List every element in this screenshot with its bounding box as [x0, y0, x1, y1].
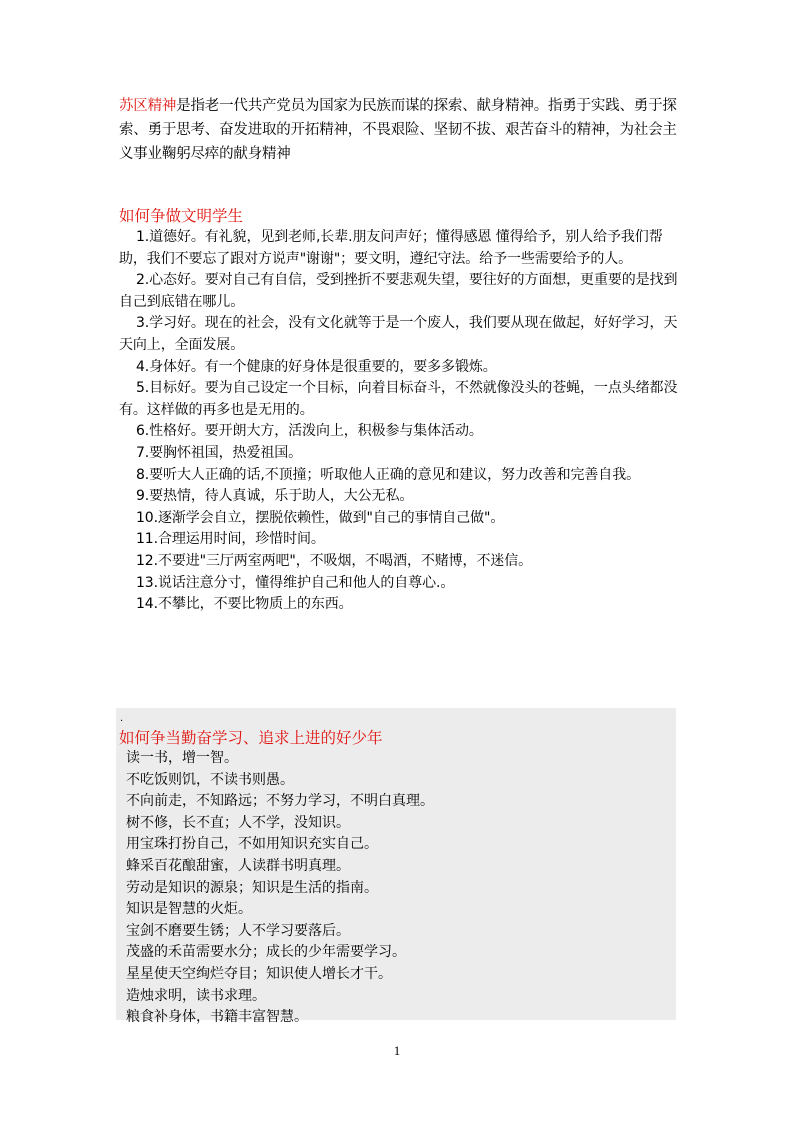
quote-item: 知识是智慧的火炬。 [126, 901, 252, 918]
list-item: 1.道德好。有礼貌，见到老师,长辈.朋友问声好；懂得感恩 懂得给予，别人给予我们帮助，我们不要忘了跟对方说声"谢谢"；要文明，遵纪守法。给予一些需要给予的人。 [119, 229, 663, 267]
list-item: 5.目标好。要为自己设定一个目标，向着目标奋斗，不然就像没头的苍蝇，一点头绪都没有。这样做的再多也是无用的。 [119, 380, 678, 418]
intro-paragraph [119, 94, 685, 166]
list-item: 9.要热情，待人真诚，乐于助人，大公无私。 [136, 488, 414, 505]
section-civilized-student-title: 如何争做文明学生 [119, 207, 244, 225]
list-item: 3.学习好。现在的社会，没有文化就等于是一个废人，我们要从现在做起，好好学习，天天向上，全面发展。 [119, 315, 678, 353]
page-number: 1 [393, 1043, 401, 1058]
list-item: 11.合理运用时间，珍惜时间。 [136, 531, 325, 548]
intro-highlight: 苏区精神 [119, 98, 177, 114]
quote-item: 宝剑不磨要生锈；人不学习要落后。 [126, 922, 350, 939]
quote-item: 星星使天空绚烂夺目；知识使人增长才干。 [126, 965, 392, 982]
section-diligent-study-list [126, 748, 671, 1029]
list-item: 12.不要进"三厅两室两吧"，不吸烟，不喝酒，不赌博，不迷信。 [136, 552, 533, 569]
quote-item: 造烛求明，读书求理。 [126, 987, 266, 1004]
quote-item: 不向前走，不知路远；不努力学习，不明白真理。 [126, 793, 434, 810]
quote-item: 劳动是知识的源泉；知识是生活的指南。 [126, 879, 378, 896]
quote-item: 读一书，增一智。 [126, 750, 238, 766]
quote-item: 用宝珠打扮自己，不如用知识充实自己。 [126, 836, 378, 853]
list-item: 13.说话注意分寸，懂得维护自己和他人的自尊心.。 [136, 574, 455, 591]
list-item: 10.逐渐学会自立，摆脱依赖性，做到"自己的事情自己做"。 [136, 509, 505, 526]
section-civilized-student-list [119, 227, 685, 616]
quote-item: 不吃饭则饥，不读书则愚。 [126, 771, 294, 788]
intro-text: 是指老一代共产党员为国家为民族而谋的探索、献身精神。指勇于实践、勇于探索、勇于思考、奋发进取的开拓精神，不畏艰险、坚韧不拔、艰苦奋斗的精神，为社会主义事业鞠躬尽瘁的献身精神 [119, 98, 677, 162]
section-diligent-study-title: 如何争当勤奋学习、追求上进的好少年 [119, 729, 383, 747]
list-item: 2.心态好。要对自己有自信，受到挫折不要悲观失望，要往好的方面想，更重要的是找到自己到底错在哪儿。 [119, 272, 678, 310]
quote-item: 树不修，长不直；人不学，没知识。 [126, 814, 350, 831]
list-item: 4.身体好。有一个健康的好身体是很重要的，要多多锻炼。 [136, 358, 497, 375]
quote-item: 粮食补身体，书籍丰富智慧。 [126, 1009, 308, 1026]
list-item: 8.要听大人正确的话,不顶撞；听取他人正确的意见和建议，努力改善和完善自我。 [136, 466, 641, 483]
section-marker: . [120, 713, 124, 724]
quote-item: 蜂采百花酿甜蜜，人读群书明真理。 [126, 857, 350, 874]
list-item: 14.不攀比，不要比物质上的东西。 [136, 596, 353, 613]
section-diligent-study-box [116, 708, 676, 1026]
quote-item: 茂盛的禾苗需要水分；成长的少年需要学习。 [126, 944, 406, 961]
list-item: 7.要胸怀祖国，热爱祖国。 [136, 444, 303, 461]
list-item: 6.性格好。要开朗大方，活泼向上，积极参与集体活动。 [136, 423, 483, 440]
